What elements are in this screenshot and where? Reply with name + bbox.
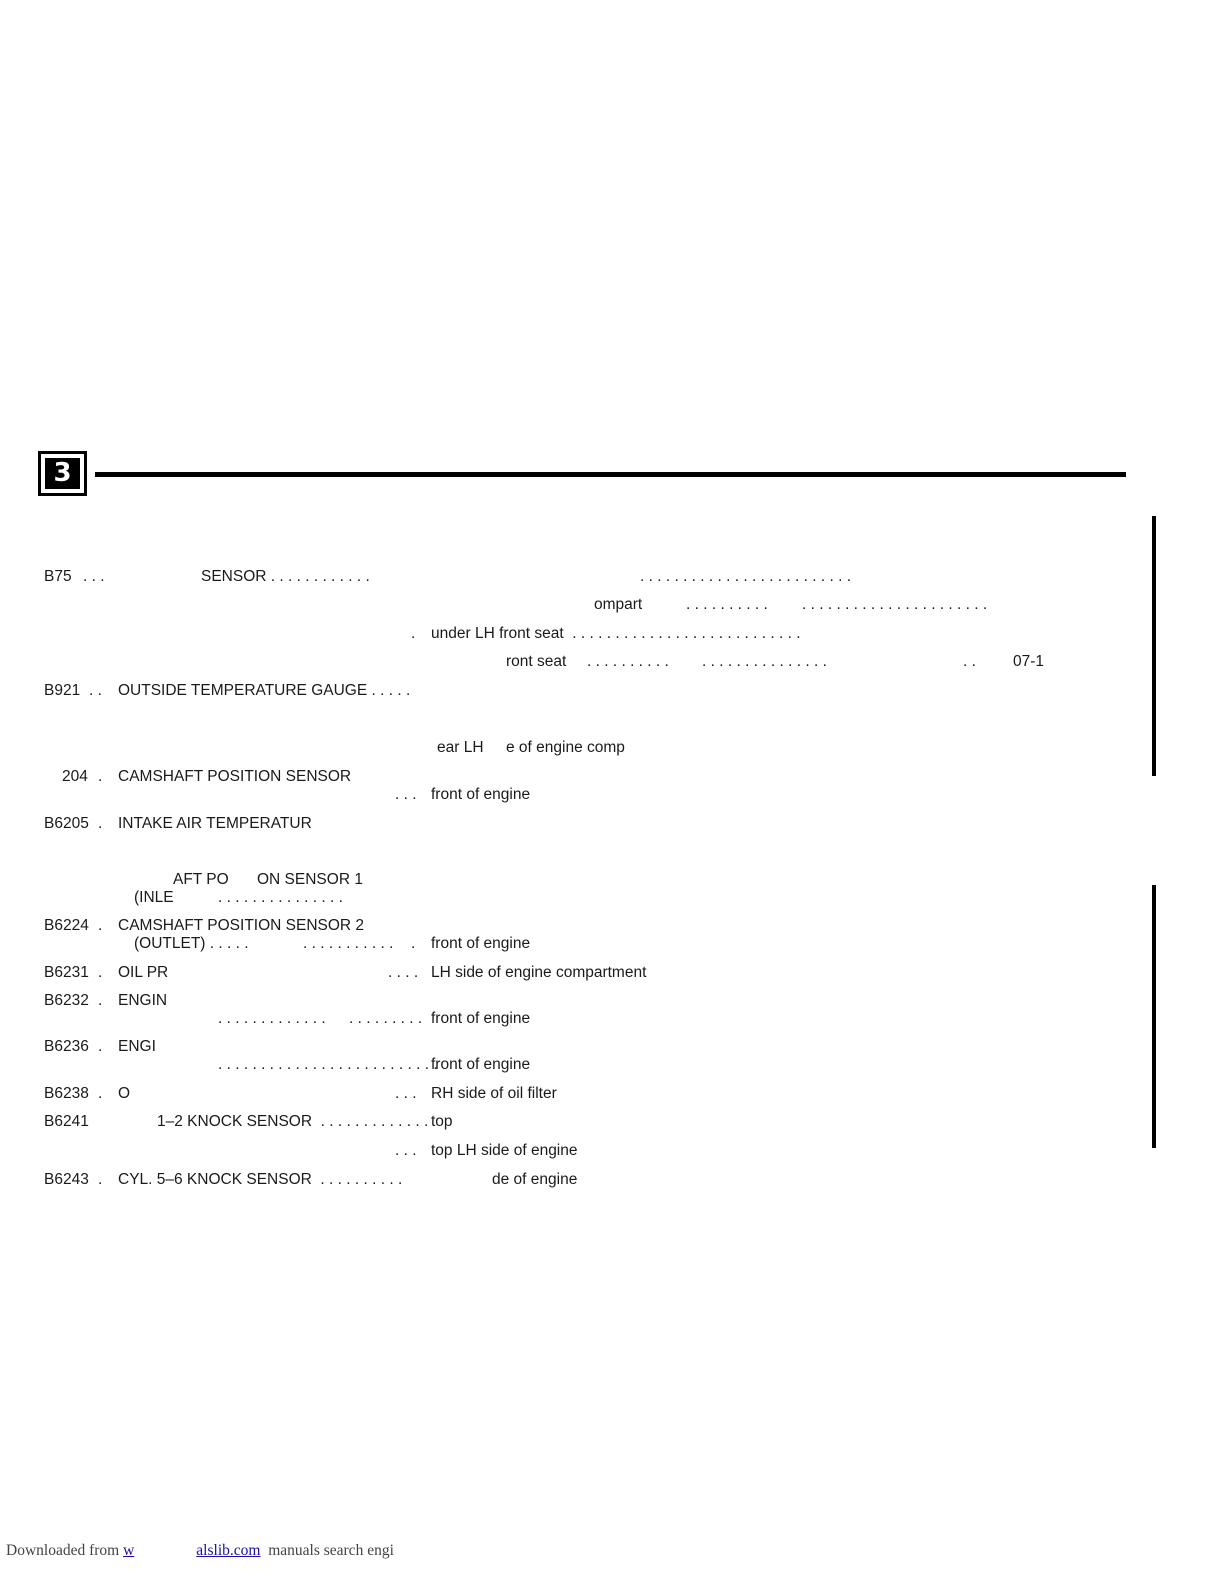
component-name: CYL. 5–6 KNOCK SENSOR . . . . . . . . . . xyxy=(118,1171,403,1188)
header-rule xyxy=(95,472,1126,477)
leader-dots: . . . . . . . . . . . . . . . . . . . . . . . . . xyxy=(640,568,852,585)
component-location: under LH front seat . . . . . . . . . . . . . . . . . . . . . . . . . . . xyxy=(431,625,801,642)
component-name: CAMSHAFT POSITION SENSOR 2 xyxy=(118,917,365,934)
footer-link-part: alslib.com xyxy=(196,1542,261,1559)
leader-dots: . . . . . . . . . . . . . xyxy=(218,1010,326,1027)
component-code: B6224 xyxy=(44,917,89,934)
leader-dots: . . . . . . . . . xyxy=(349,1010,423,1027)
leader-dots: . xyxy=(411,935,416,952)
leader-dots: . . . . . . . . . . . xyxy=(303,935,394,952)
leader-dots: . . . . . . . . . . . . . . . xyxy=(218,889,343,906)
component-name: CAMSHAFT POSITION SENSOR xyxy=(118,768,352,785)
component-name-continued: (INLE xyxy=(134,889,174,906)
component-name-continued: (OUTLET) . . . . . xyxy=(134,935,249,952)
leader-dots: . xyxy=(98,815,103,832)
leader-dots: . . . . . . . . . . . . . . . . . . . . . . xyxy=(802,596,988,613)
component-code: B6205 xyxy=(44,815,89,832)
component-location: front of engine xyxy=(431,935,531,952)
leader-dots: . . . . . . . . . . . . . . . . . . . . . . . . . . xyxy=(218,1056,438,1073)
leader-dots: . . xyxy=(963,653,976,670)
page-reference: 07-1 xyxy=(1013,653,1045,670)
footer-link[interactable] xyxy=(123,1542,260,1559)
location-fragment: e of engine comp xyxy=(506,739,625,756)
component-location: front of engine xyxy=(431,1056,531,1073)
download-footer xyxy=(6,1542,394,1560)
leader-dots: . . . xyxy=(395,1085,417,1102)
component-name: 1–2 KNOCK SENSOR . . . . . . . . . . . . . xyxy=(157,1113,429,1130)
component-location: front of engine xyxy=(431,1010,531,1027)
component-code: B6238 xyxy=(44,1085,89,1102)
component-location: de of engine xyxy=(492,1171,578,1188)
leader-dots: . xyxy=(98,1038,103,1055)
component-name: O xyxy=(118,1085,131,1102)
leader-dots: . xyxy=(98,768,103,785)
component-name: OIL PR xyxy=(118,964,169,981)
location-fragment: ompart xyxy=(594,596,643,613)
component-location: top LH side of engine xyxy=(431,1142,578,1159)
leader-dots: . . . xyxy=(83,568,105,585)
component-code: B6231 xyxy=(44,964,89,981)
component-location: RH side of oil filter xyxy=(431,1085,557,1102)
section-number: 3 xyxy=(45,458,80,489)
leader-dots: . xyxy=(98,1085,103,1102)
footer-suffix: manuals search engi xyxy=(260,1542,394,1559)
component-code: B6243 xyxy=(44,1171,89,1188)
component-name: INTAKE AIR TEMPERATUR xyxy=(118,815,312,832)
leader-dots: . xyxy=(411,625,416,642)
location-fragment: ear LH xyxy=(437,739,484,756)
leader-dots: . xyxy=(98,1171,103,1188)
component-name: SENSOR . . . . . . . . . . . . xyxy=(201,568,370,585)
component-name: ON SENSOR 1 xyxy=(257,871,363,888)
leader-dots: . xyxy=(98,964,103,981)
leader-dots: . . . . xyxy=(388,964,419,981)
component-location: front of engine xyxy=(431,786,531,803)
leader-dots: . . . xyxy=(395,786,417,803)
section-number-box xyxy=(38,451,87,496)
margin-change-bar xyxy=(1152,516,1156,776)
component-location: top xyxy=(431,1113,453,1130)
component-name: ENGIN xyxy=(118,992,168,1009)
margin-change-bar xyxy=(1152,885,1156,1148)
leader-dots: . . . . . . . . . . xyxy=(686,596,768,613)
component-name: OUTSIDE TEMPERATURE GAUGE . . . . . xyxy=(118,682,411,699)
location-fragment: ront seat xyxy=(506,653,567,670)
component-code: B6236 xyxy=(44,1038,89,1055)
footer-prefix: Downloaded from xyxy=(6,1542,124,1559)
leader-dots: . . . . . . . . . . . . . . . xyxy=(702,653,827,670)
component-name: AFT PO xyxy=(173,871,229,888)
component-code: B75 xyxy=(44,568,72,585)
component-code: 204 xyxy=(62,768,88,785)
leader-dots: . . . xyxy=(395,1142,417,1159)
leader-dots: . xyxy=(98,992,103,1009)
leader-dots: . xyxy=(98,917,103,934)
component-code: B6241 xyxy=(44,1113,89,1130)
footer-link-part: w xyxy=(123,1542,135,1559)
leader-dots: . . . . . . . . . . xyxy=(587,653,669,670)
component-code: B6232 xyxy=(44,992,89,1009)
component-location: LH side of engine compartment xyxy=(431,964,647,981)
component-code: B921 xyxy=(44,682,81,699)
leader-dots: . . xyxy=(89,682,102,699)
component-name: ENGI xyxy=(118,1038,156,1055)
